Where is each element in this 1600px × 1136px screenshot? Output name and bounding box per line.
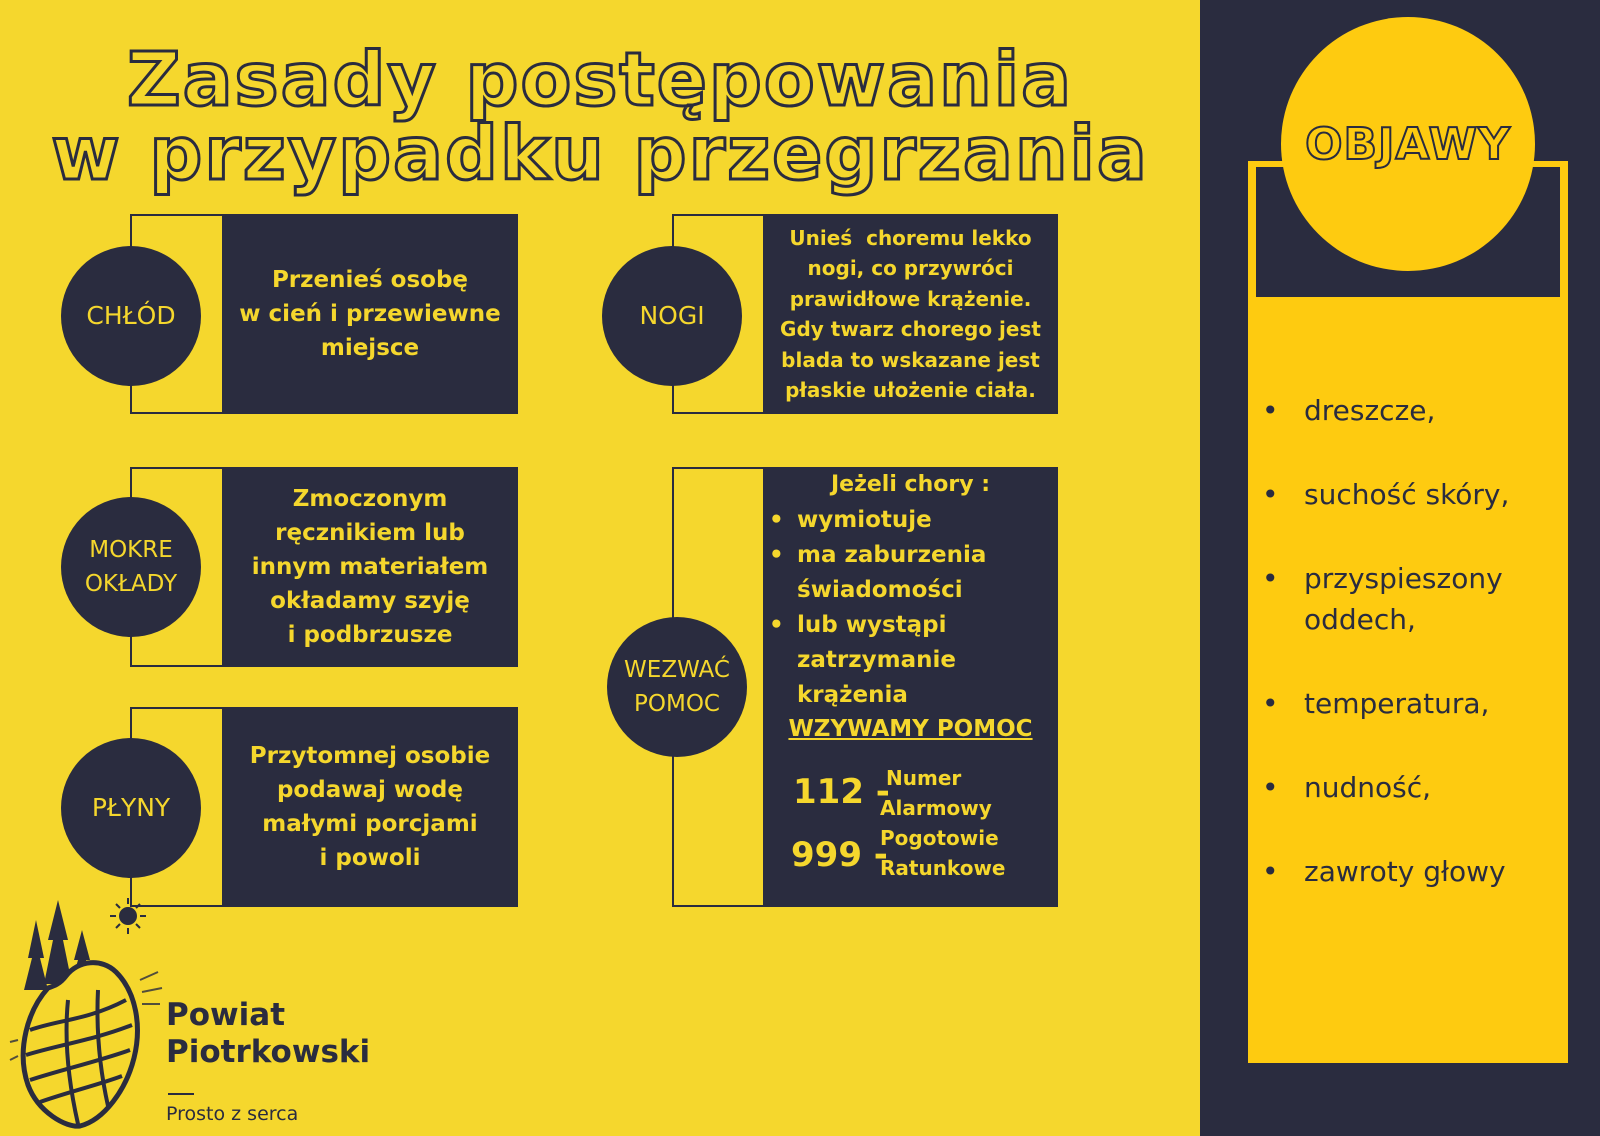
card-nogi-text-line: Unieś choremu lekko [789,225,1032,250]
emergency-number-999-desc [880,823,1005,883]
help-condition-line: • ma zaburzenia [797,542,987,568]
title-line-1: Zasady postępowania [126,37,1074,123]
card-mokre-panel [222,467,518,667]
card-plyny-text-line: małymi porcjami [262,811,478,837]
card-chlod-text-line: Przenieś osobę [271,267,469,293]
help-call-text: WZYWAMY POMOC [788,716,1033,742]
symptom-item [1258,851,1558,892]
card-plyny-circle [61,738,201,878]
card-plyny-label: PŁYNY [91,793,171,822]
brand-tagline: Prosto z serca [166,1103,299,1125]
card-nogi-text-line: płaskie ułożenie ciała. [785,378,1036,402]
emergency-desc-line: Pogotowie [880,826,999,850]
card-plyny-text [250,739,490,875]
card-mokre-text-line: okładamy szyję [270,588,470,614]
symptom-item [1258,474,1558,515]
emergency-number-112: 112 - [793,772,890,812]
card-nogi-label: NOGI [639,301,705,330]
card-chlod-text [239,263,500,365]
card-plyny-text-line: i powoli [319,845,421,871]
card-nogi-panel [763,214,1058,414]
card-mokre-label-line: MOKRE [89,537,173,563]
card-mokre-text-line: i podbrzusze [287,622,453,648]
brand-divider [168,1093,194,1095]
card-mokre-label-line: OKŁADY [84,571,178,597]
card-nogi-text-line: blada to wskazane jest [781,347,1040,372]
help-condition-line: krążenia [797,682,908,708]
symptom-item [1258,683,1558,724]
symptom-item [1258,390,1558,431]
emergency-desc-line: Ratunkowe [880,856,1006,880]
card-mokre-text-line: innym materiałem [251,554,489,580]
help-condition-item [763,608,1053,713]
card-pomoc-label-line: POMOC [634,691,720,717]
help-intro: Jeżeli chory : [830,472,991,497]
card-nogi-text-line: Gdy twarz chorego jest [780,317,1041,341]
symptom-item [1258,558,1558,640]
symptom-line: oddech, [1304,603,1416,636]
symptom-line: • suchość skóry, [1304,478,1510,511]
emergency-desc-line: Alarmowy [880,796,992,820]
symptoms-list [1258,390,1558,935]
help-condition-item [763,503,1053,538]
card-pomoc-panel [763,467,1058,907]
symptoms-title-circle [1281,17,1535,271]
brand-name-line-2: Piotrkowski [166,1034,371,1070]
card-mokre-text-line: ręcznikiem lub [275,520,465,546]
emergency-number-112-desc [880,763,992,823]
symptom-line: • zawroty głowy [1304,855,1506,888]
help-condition-line: zatrzymanie [797,647,956,673]
help-condition-line: świadomości [797,577,963,603]
card-nogi-text [780,223,1041,406]
card-pomoc-label-line: WEZWAĆ [624,657,730,683]
help-conditions-list [763,503,1053,713]
help-condition-line: • lub wystąpi [797,612,947,638]
help-condition-line: • wymiotuje [797,507,932,533]
card-chlod-text-line: miejsce [320,335,420,361]
symptom-line: • dreszcze, [1304,394,1436,427]
card-chlod-label: CHŁÓD [86,301,176,330]
symptom-line: • nudność, [1304,771,1432,804]
title-line-2: w przypadku przegrzania [51,111,1149,197]
symptoms-title: OBJAWY [1305,118,1511,170]
card-mokre-text-line: Zmoczonym [292,486,448,512]
card-chlod-circle [61,246,201,386]
card-plyny-text-line: Przytomnej osobie [249,743,491,769]
card-nogi-circle [602,246,742,386]
card-mokre-text [252,482,489,652]
symptom-line: • temperatura, [1304,687,1490,720]
emergency-desc-line: Numer [886,766,962,790]
help-condition-item [763,538,1053,608]
card-nogi-text-line: nogi, co przywróci [807,256,1014,280]
symptom-line: • przyspieszony [1304,562,1503,595]
symptom-item [1258,767,1558,808]
card-plyny-panel [222,707,518,907]
card-mokre-circle [61,497,201,637]
card-chlod-text-line: w cień i przewiewne [239,301,501,327]
card-nogi-text-line: prawidłowe krążenie. [789,286,1032,311]
card-pomoc-circle [607,617,747,757]
card-chlod-panel [222,214,518,414]
card-plyny-text-line: podawaj wodę [276,777,463,803]
powiat-logo-emblem-icon [8,880,168,1132]
emergency-number-999: 999 - [791,835,888,875]
brand-name-line-1: Powiat [166,997,286,1033]
